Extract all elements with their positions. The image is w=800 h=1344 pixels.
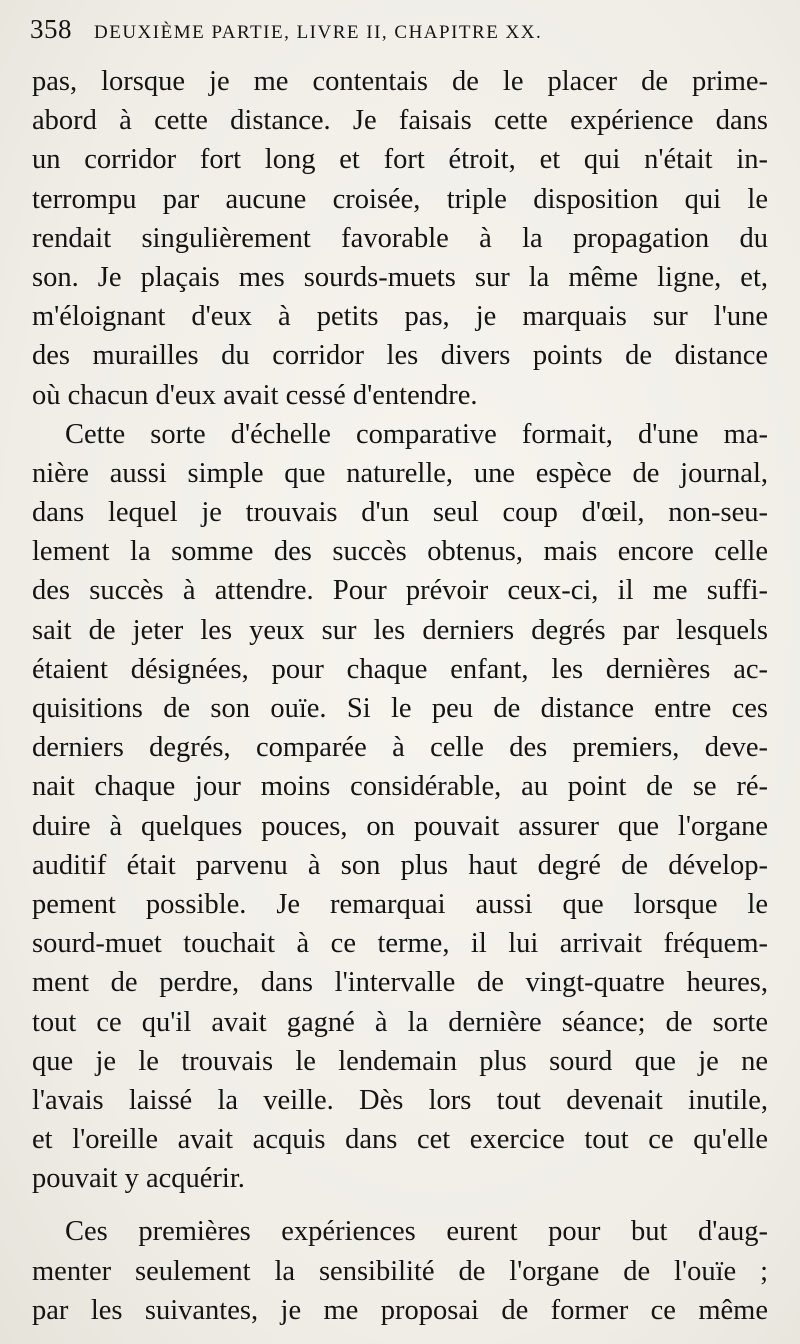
text-line: derniers degrés, comparée à celle des premiers, deve- (32, 732, 768, 764)
text-line: par les suivantes, je me proposai de former ce même (32, 1294, 768, 1326)
paragraph (32, 415, 768, 1199)
text-line: Ces premières expériences eurent pour but d'aug- (65, 1216, 768, 1248)
text-line: pement possible. Je remarquai aussi que lorsque le (32, 888, 768, 920)
running-head (30, 14, 770, 54)
text-line: dans lequel je trouvais d'un seul coup d'œil, non-seu- (32, 497, 768, 529)
text-line: m'éloignant d'eux à petits pas, je marquais sur l'une (32, 301, 768, 333)
text-line: Cette sorte d'échelle comparative formait, d'une ma- (65, 418, 768, 450)
text-line: et l'oreille avait acquis dans cet exercice tout ce qu'elle (32, 1124, 768, 1156)
text-line: son. Je plaçais mes sourds-muets sur la même ligne, et, (32, 261, 768, 293)
text-line: sait de jeter les yeux sur les derniers degrés par lesquels (32, 614, 768, 646)
text-line: duire à quelques pouces, on pouvait assurer que l'organe (32, 810, 768, 842)
text-line: l'avais laissé la veille. Dès lors tout devenait inutile, (32, 1084, 768, 1116)
text-line: pouvait y acquérir. (32, 1163, 245, 1195)
text-line: pas, lorsque je me contentais de le placer de prime- (32, 66, 768, 97)
text-line: tout ce qu'il avait gagné à la dernière séance; de sorte (32, 1006, 768, 1038)
text-line: ment de perdre, dans l'intervalle de vingt-quatre heures, (32, 967, 768, 999)
text-line: que je le trouvais le lendemain plus sourd que je ne (32, 1045, 768, 1077)
text-line: où chacun d'eux avait cessé d'entendre. (32, 379, 478, 411)
text-line: des succès à attendre. Pour prévoir ceux-ci, il me suffi- (32, 575, 768, 607)
text-line: menter seulement la sensibilité de l'organe de l'ouïe ; (32, 1255, 768, 1287)
text-line: rendait singulièrement favorable à la propagation du (32, 222, 768, 254)
paragraph-gap (32, 1198, 768, 1212)
paragraph (32, 1212, 768, 1330)
paragraph (32, 62, 768, 415)
text-line: terrompu par aucune croisée, triple disposition qui le (32, 183, 768, 215)
text-line: quisitions de son ouïe. Si le peu de distance entre ces (32, 693, 768, 724)
text-line: des murailles du corridor les divers points de distance (32, 340, 768, 372)
text-line: abord à cette distance. Je faisais cette expérience dans (32, 105, 768, 137)
text-line: étaient désignées, pour chaque enfant, les dernières ac- (32, 653, 768, 685)
page-number: 358 (30, 14, 72, 44)
text-line: sourd-muet touchait à ce terme, il lui arrivait fréquem- (32, 928, 768, 960)
text-line: lement la somme des succès obtenus, mais encore celle (32, 536, 768, 568)
text-line: nière aussi simple que naturelle, une espèce de journal, (32, 457, 768, 489)
text-line: auditif était parvenu à son plus haut degré de dévelop- (32, 849, 768, 881)
chapter-header: DEUXIÈME PARTIE, LIVRE II, CHAPITRE XX. (94, 22, 543, 43)
body-text (32, 62, 768, 1330)
text-line: nait chaque jour moins considérable, au point de se ré- (32, 771, 768, 803)
text-line: un corridor fort long et fort étroit, et qui n'était in- (32, 144, 768, 176)
